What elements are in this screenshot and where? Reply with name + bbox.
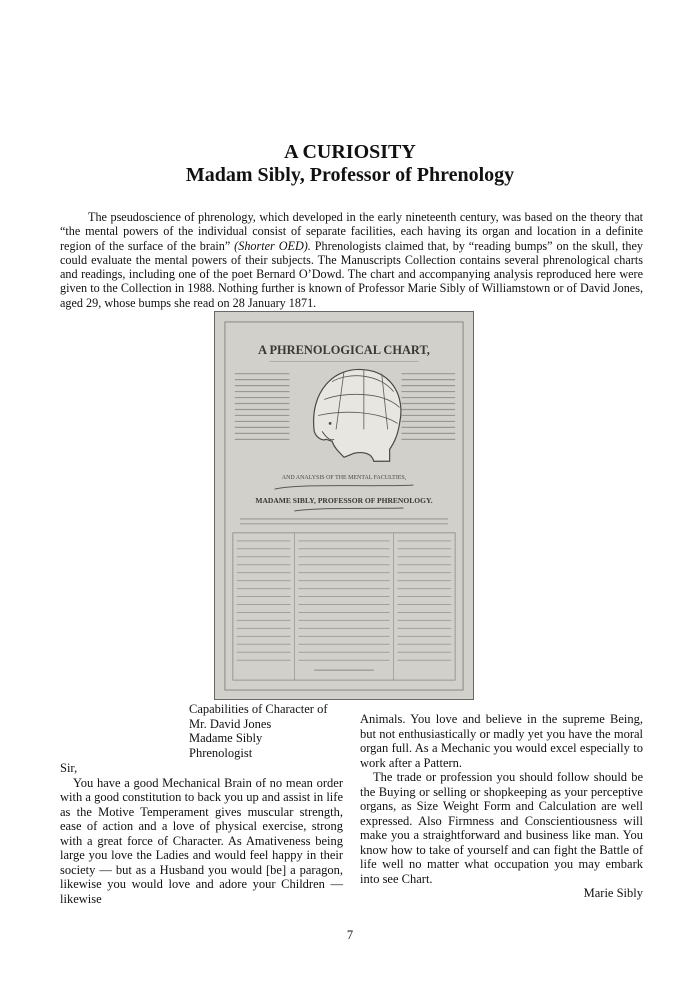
chart-image-subheading: AND ANALYSIS OF THE MENTAL FACULTIES, [281,475,407,482]
chart-image-author-line: MADAME SIBLY, PROFESSOR OF PHRENOLOGY. [255,496,433,506]
letter-left-column [60,761,343,906]
letter-paragraph-1: You have a good Mechanical Brain of no mean order with a good constitution to back you up and assist in life as the Motive Temperament gives muscular strength, ease of action and a love of physical exercise, strong with a great force of Character. As Amativeness being large you love the Ladies and would feel happy in their society — but as a Husband you would [be] a paragon, likewise you would love and adore your Children — likewise [60,775,343,906]
chart-image-heading: A PHRENOLOGICAL CHART, [258,342,430,357]
page-subtitle: Madam Sibly, Professor of Phrenology [185,164,515,186]
letter-salutation: Sir, [60,761,78,775]
letter-paragraph-1-continued: Animals. You love and believe in the supreme Being, but not enthusiastically or madly yet you have the moral organ full. As a Mechanic you would excel especially to work after a Pattern. [360,712,643,770]
image-caption [189,702,328,760]
caption-line: Mr. David Jones [189,716,272,731]
page-title: A CURIOSITY [284,141,416,163]
intro-text-1: The pseudoscience of phrenology, which developed in the early nineteenth century, was based on the theory that “the mental powers of the individual consist of separate facilities, each having its organ and location in a definite region of the surface of the brain” [60,210,643,253]
letter-signature: Marie Sibly [583,886,643,900]
caption-line: Capabilities of Character of [189,702,328,716]
page-number: 7 [346,928,354,942]
letter-right-column [360,712,643,901]
intro-text-2: Phrenologists claimed that, by “reading bumps” on the skull, they could evaluate the mental powers of their subjects. The Manuscripts Collection contains several phrenological charts and readings, including one of the poet Bernard O’Dowd. The chart and accompanying analysis reproduced here were given to the Collection in 1988. Nothing further is known of Professor Marie Sibly of Williamstown or of David Jones, aged 29, whose bumps she read on 28 January 1871. [60,238,643,310]
intro-source: (Shorter OED). [234,238,311,253]
letter-paragraph-2: The trade or profession you should follow should be the Buying or selling or shopkeeping as your perceptive organs, as Size Weight Form and Calculation are well expressed. Also Firmness and Conscientiousness will make you a straightforward and business like man. You know how to take of yourself and can fight the Battle of life well no matter what occupation you may embark into see Chart. [360,770,643,886]
phrenological-chart-image [214,311,474,700]
caption-line: Phrenologist [189,745,253,760]
intro-paragraph [60,210,643,310]
caption-line: Madame Sibly [189,731,263,746]
